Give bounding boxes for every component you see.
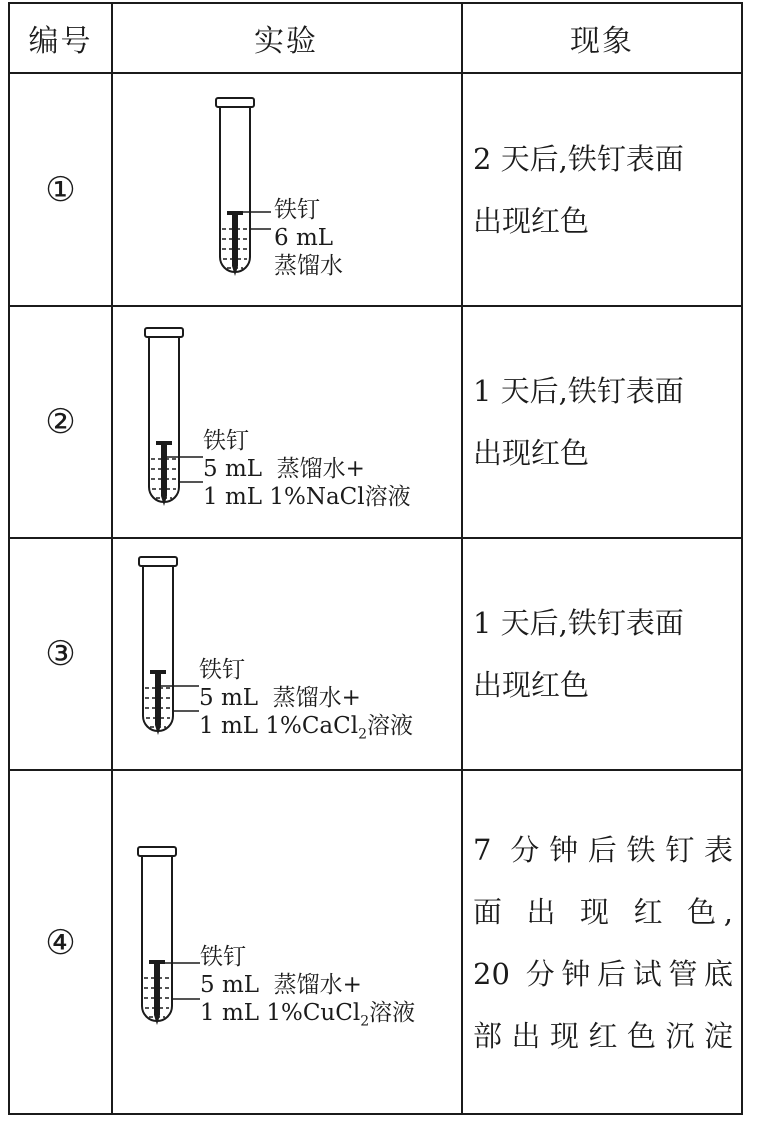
nail-label: 铁钉	[200, 944, 246, 970]
liquid-label: 1 mL 1%CaCl$_2$溶液	[199, 713, 414, 743]
header-id: 编号	[28, 24, 93, 59]
header-experiment: 实验	[254, 24, 318, 59]
nail-label: 铁钉	[274, 197, 320, 223]
experiment-illustration	[111, 307, 461, 537]
liquid-label: 6 mL	[274, 225, 334, 251]
experiment-illustration	[111, 74, 461, 305]
experiment-table	[8, 2, 743, 1115]
phenomenon-text: 7 分钟后铁钉表 面 出 现 红 色, 20 分钟后试管底 部出现红色沉淀	[473, 833, 733, 1053]
nail-label: 铁钉	[203, 428, 249, 454]
liquid-label: 5 mL 蒸馏水+	[200, 972, 362, 998]
row-number: ①	[45, 169, 76, 210]
phenomenon-text: 1 天后,铁钉表面 出现红色	[473, 606, 684, 702]
experiment-illustration	[111, 771, 461, 1115]
phenomenon-text: 1 天后,铁钉表面 出现红色	[473, 374, 684, 470]
nail-label: 铁钉	[199, 657, 245, 683]
header-phenomenon: 现象	[570, 24, 634, 59]
liquid-label: 1 mL 1%CuCl$_2$溶液	[200, 1000, 416, 1030]
row-number: ②	[45, 402, 76, 442]
liquid-label: 5 mL 蒸馏水+	[203, 456, 365, 482]
row-number: ③	[45, 634, 76, 674]
liquid-label: 5 mL 蒸馏水+	[199, 685, 361, 711]
experiment-illustration	[111, 539, 461, 769]
liquid-label: 蒸馏水	[274, 253, 343, 279]
phenomenon-text: 2 天后,铁钉表面 出现红色	[473, 141, 684, 238]
liquid-label: 1 mL 1%NaCl溶液	[203, 484, 411, 510]
test-tube-icon	[111, 771, 461, 1115]
row-number: ④	[45, 923, 76, 963]
